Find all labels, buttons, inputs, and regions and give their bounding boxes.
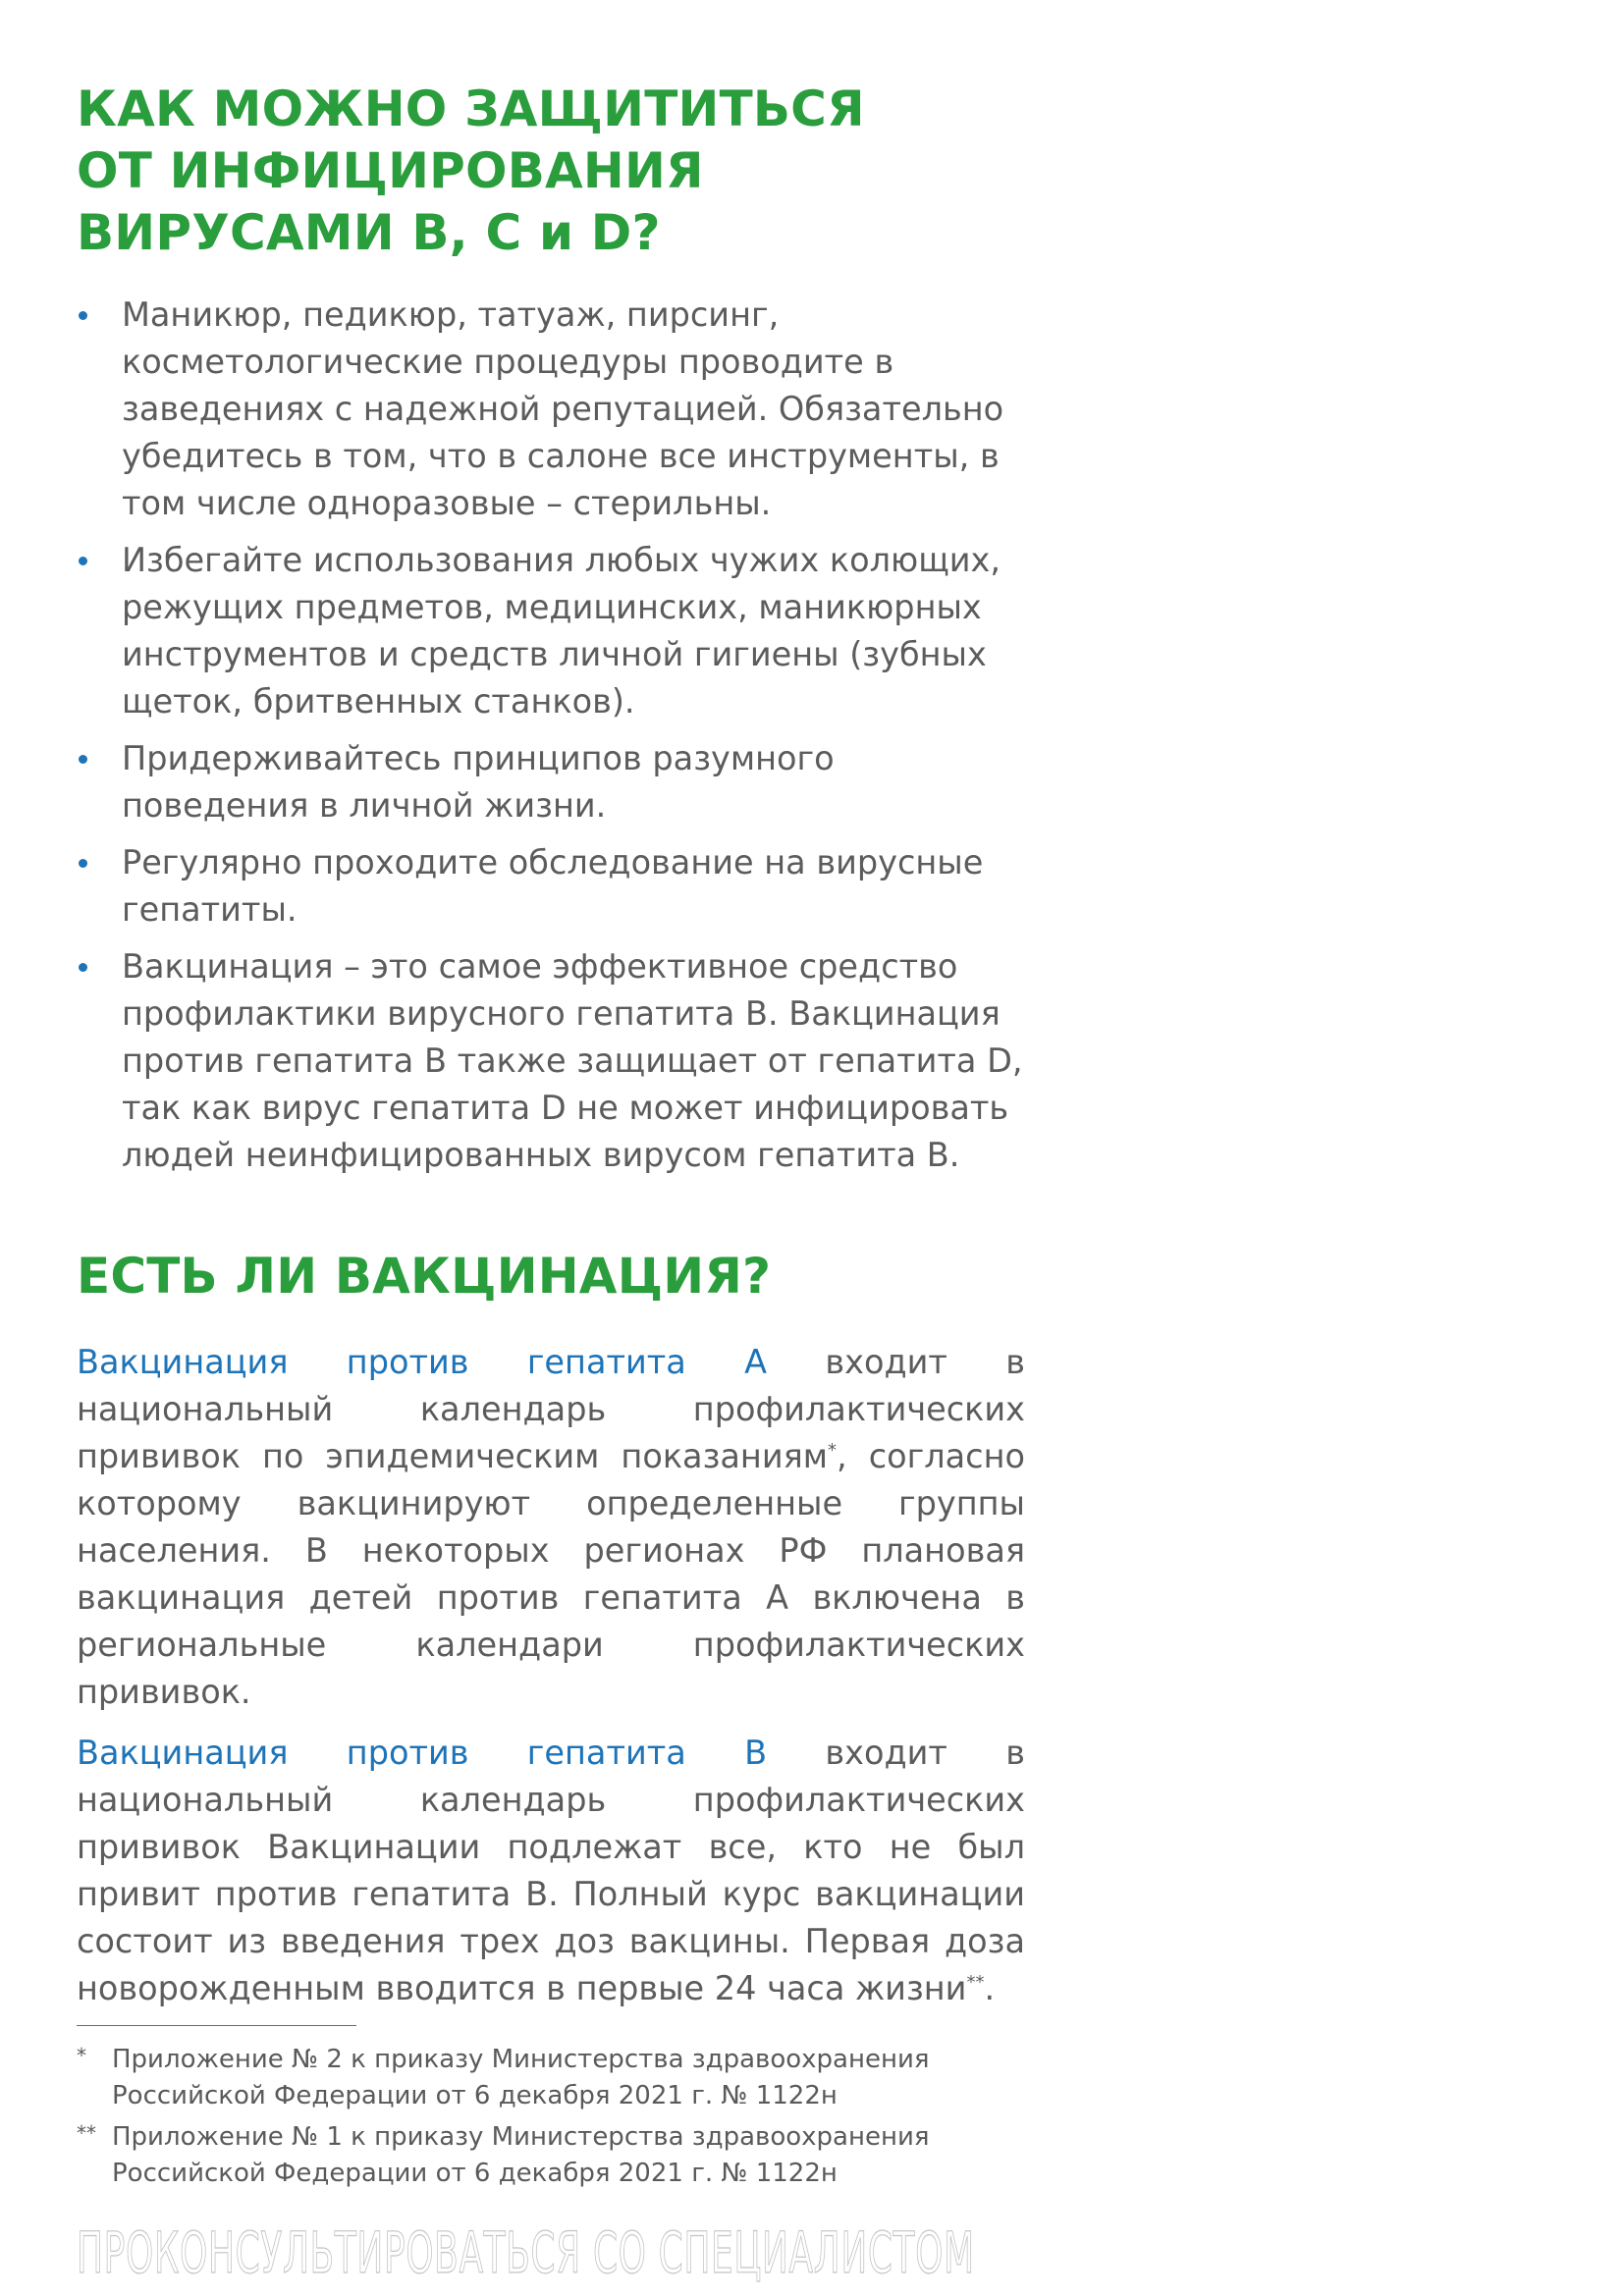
page-content (77, 79, 1025, 2026)
list-item-text: Избегайте использования любых чужих колющих, режущих предметов, медицинских, маникюрных инструментов и средств личной гигиены (зубных щеток, бритвенных станков). (122, 541, 1001, 721)
vaccination-b-lead: Вакцинация против гепатита В (77, 1734, 768, 1772)
footnote-ref: ** (966, 1971, 985, 1993)
prevention-list (77, 292, 1025, 1179)
bullet-icon (79, 311, 87, 320)
bullet-icon (79, 963, 87, 972)
list-item-text: Придерживайтесь принципов разумного поведения в личной жизни. (122, 739, 835, 825)
bullet-icon (79, 859, 87, 868)
vaccination-b-paragraph (77, 1730, 1025, 2012)
paragraph-text: . (984, 1969, 996, 2007)
footnote-divider (77, 2025, 356, 2026)
paragraph-text: входит в национальный календарь профилактических прививок Вакцинации подлежат все, кто не был привит против гепатита В. Полный курс вакцинации состоит из введения трех доз вакцины. Первая доза новорожденным вводится в первые 24 часа жизни (77, 1734, 1025, 2007)
bullet-icon (79, 557, 87, 565)
vaccination-a-paragraph (77, 1339, 1025, 1716)
section-heading-vaccination: ЕСТЬ ЛИ ВАКЦИНАЦИЯ? (77, 1248, 772, 1305)
footer-banner: ПРОКОНСУЛЬТИРОВАТЬСЯ СО СПЕЦИАЛИСТОМ (77, 2219, 975, 2286)
footnote (77, 2042, 1025, 2114)
vaccination-a-lead: Вакцинация против гепатита А (77, 1343, 768, 1381)
list-item-text: Вакцинация – это самое эффективное средство профилактики вирусного гепатита В. Вакцинация против гепатита В также защищает от гепатита D, так как вирус гепатита D не может инфицировать людей неинфицированных вирусом гепатита В. (122, 947, 1023, 1174)
section-heading-protection: КАК МОЖНО ЗАЩИТИТЬСЯ ОТ ИНФИЦИРОВАНИЯ ВИРУСАМИ В, С и D? (77, 80, 865, 261)
footnote-mark: ** (77, 2121, 96, 2145)
footnote-mark: * (77, 2044, 86, 2067)
footnote-text: Приложение № 1 к приказу Министерства здравоохранения Российской Федерации от 6 декабря 2021 г. № 1122н (112, 2122, 930, 2188)
paragraph-text: , согласно которому вакцинируют определенные группы населения. В некоторых регионах РФ плановая вакцинация детей против гепатита А включена в региональные календари профилактических прививок. (77, 1437, 1025, 1711)
list-item (77, 735, 1025, 829)
footnotes (77, 2042, 1025, 2197)
list-item-text: Регулярно проходите обследование на вирусные гепатиты. (122, 843, 984, 929)
list-item-text: Маникюр, педикюр, татуаж, пирсинг, косметологические процедуры проводите в заведениях с надежной репутацией. Обязательно убедитесь в том, что в салоне все инструменты, в том числе одноразовые – стерильны. (122, 295, 1004, 522)
list-item (77, 537, 1025, 725)
footnote-text: Приложение № 2 к приказу Министерства здравоохранения Российской Федерации от 6 декабря 2021 г. № 1122н (112, 2045, 930, 2110)
paragraph-text: входит в национальный календарь профилактических прививок по эпидемическим показаниям (77, 1343, 1025, 1475)
list-item (77, 292, 1025, 527)
bullet-icon (79, 755, 87, 764)
list-item (77, 839, 1025, 934)
footnote (77, 2119, 1025, 2192)
footnote-ref: * (828, 1439, 838, 1461)
list-item (77, 943, 1025, 1179)
